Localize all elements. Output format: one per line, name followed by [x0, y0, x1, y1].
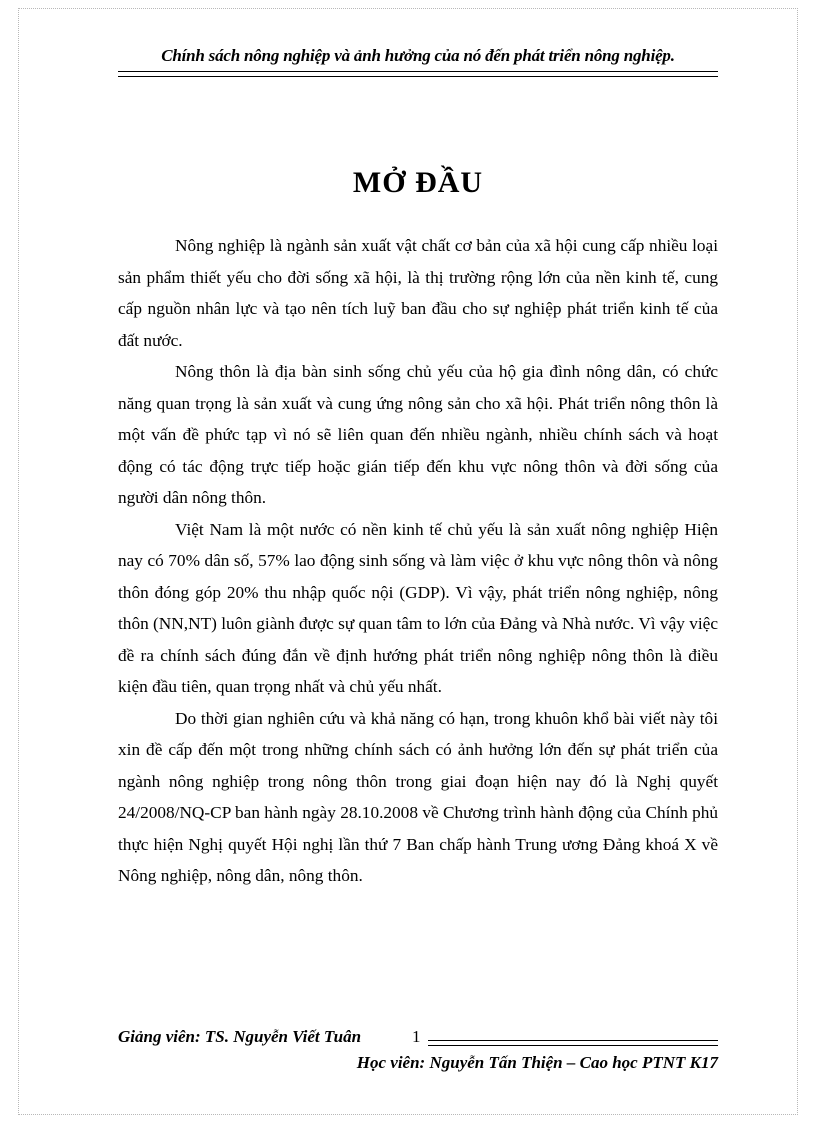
paragraph-1: Nông nghiệp là ngành sản xuất vật chất cơ bản của xã hội cung cấp nhiều loại sản phẩm thiết yếu cho đời sống xã hội, là thị trường rộng lớn của nền kinh tế, cung cấp nguồn nhân lực và tạo nên tích luỹ ban đầu cho sự nghiệp phát triển kinh tế của đất nước. — [118, 236, 718, 350]
footer-lecturer: Giảng viên: TS. Nguyễn Viết Tuân — [118, 1027, 362, 1046]
page-number: 1 — [412, 1027, 421, 1046]
paragraph-2: Nông thôn là địa bàn sinh sống chủ yếu của hộ gia đình nông dân, có chức năng quan trọng là sản xuất và cung ứng nông sản cho xã hội. Phát triển nông thôn là một vấn đề phức tạp vì nó sẽ liên quan đến nhiều ngành, nhiều chính sách và hoạt động có tác động trực tiếp hoặc gián tiếp đến khu vực nông thôn và đời sống của người dân nông thôn. — [118, 362, 718, 507]
document-heading: MỞ ĐẦU — [352, 166, 484, 200]
paragraph-3: Việt Nam là một nước có nền kinh tế chủ yếu là sản xuất nông nghiệp Hiện nay có 70% dân số, 57% lao động sinh sống và làm việc ở khu vực nông thôn và nông thôn đóng góp 20% thu nhập quốc nội (GDP). Vì vậy, phát triển nông nghiệp, nông thôn (NN,NT) luôn giành được sự quan tâm to lớn của Đảng và Nhà nước. Vì vậy việc đề ra chính sách đúng đắn về định hướng phát triển nông nghiệp nông thôn là điều kiện đầu tiên, quan trọng nhất và chủ yếu nhất. — [118, 519, 718, 696]
running-header: Chính sách nông nghiệp và ảnh hưởng của nó đến phát triển nông nghiệp. — [161, 46, 675, 65]
document-body — [118, 230, 718, 892]
header-double-rule — [118, 71, 718, 77]
footer-student: Học viên: Nguyễn Tấn Thiện – Cao học PTNT K17 — [356, 1053, 718, 1072]
footer-double-rule — [428, 1040, 718, 1046]
paragraph-4: Do thời gian nghiên cứu và khả năng có hạn, trong khuôn khổ bài viết này tôi xin đề cấp đến một trong những chính sách có ảnh hưởng lớn đến sự phát triển của ngành nông nghiệp trong nông thôn trong giai đoạn hiện nay đó là Nghị quyết 24/2008/NQ-CP ban hành ngày 28.10.2008 về Chương trình hành động của Chính phủ thực hiện Nghị quyết Hội nghị lần thứ 7 Ban chấp hành Trung ương Đảng khoá X về Nông nghiệp, nông dân, nông thôn. — [118, 708, 718, 885]
